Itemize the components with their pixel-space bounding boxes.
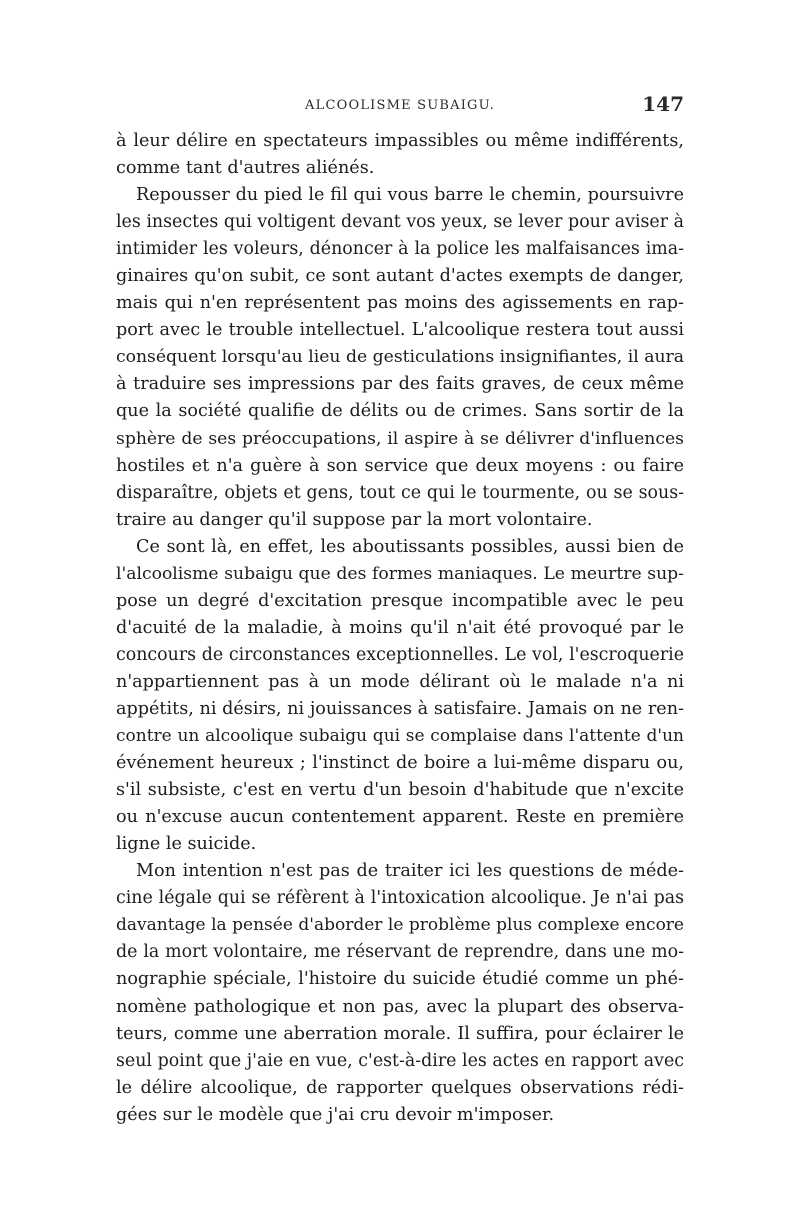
- text-line: événement heureux ; l'instinct de boire a lui-même disparu ou,: [116, 753, 684, 774]
- text-line: conséquent lorsqu'au lieu de gesticulations insignifiantes, il aura: [116, 347, 684, 368]
- text-line: ligne le suicide.: [116, 834, 257, 855]
- text-line: Ce sont là, en effet, les aboutissants possibles, aussi bien de: [136, 536, 684, 557]
- text-line: teurs, comme une aberration morale. Il suffira, pour éclairer le: [116, 1023, 684, 1044]
- paragraph: [116, 858, 684, 1128]
- text-line: nographie spéciale, l'histoire du suicide étudié comme un phé-: [116, 969, 684, 990]
- text-line: Repousser du pied le fil qui vous barre le chemin, poursuivre: [136, 185, 684, 206]
- text-line: traire au danger qu'il suppose par la mort volontaire.: [116, 509, 593, 530]
- paragraph: [116, 534, 684, 859]
- text-line: hostiles et n'a guère à son service que deux moyens : ou faire: [116, 455, 684, 476]
- text-line: le délire alcoolique, de rapporter quelques observations rédi-: [116, 1077, 684, 1098]
- body-text: [116, 128, 684, 1129]
- text-line: disparaître, objets et gens, tout ce qui le tourmente, ou se sous-: [116, 482, 684, 503]
- book-page: [116, 92, 684, 1129]
- running-head: [116, 92, 684, 120]
- text-line: Mon intention n'est pas de traiter ici les questions de méde-: [136, 861, 684, 882]
- text-line: seul point que j'aie en vue, c'est-à-dire les actes en rapport avec: [116, 1050, 684, 1071]
- text-line: appétits, ni désirs, ni jouissances à satisfaire. Jamais on ne ren-: [116, 698, 684, 719]
- text-line: n'appartiennent pas à un mode délirant où le malade n'a ni: [116, 671, 684, 692]
- text-line: nomène pathologique et non pas, avec la plupart des observa-: [116, 996, 684, 1017]
- text-line: sphère de ses préoccupations, il aspire à se délivrer d'influences: [116, 428, 684, 449]
- text-line: ginaires qu'on subit, ce sont autant d'actes exempts de danger,: [116, 266, 684, 287]
- text-line: ou n'excuse aucun contentement apparent. Reste en première: [116, 807, 684, 828]
- text-line: de la mort volontaire, me réservant de reprendre, dans une mo-: [116, 942, 684, 963]
- text-line: port avec le trouble intellectuel. L'alcoolique restera tout aussi: [116, 320, 684, 341]
- text-line: d'acuité de la maladie, à moins qu'il n'ait été provoqué par le: [116, 617, 684, 638]
- page-number: 147: [642, 92, 684, 116]
- text-line: contre un alcoolique subaigu qui se complaise dans l'attente d'un: [116, 726, 684, 747]
- text-line: s'il subsiste, c'est en vertu d'un besoin d'habitude que n'excite: [116, 780, 684, 801]
- text-line: mais qui n'en représentent pas moins des agissements en rap-: [116, 293, 684, 314]
- text-line: à traduire ses impressions par des faits graves, de ceux même: [116, 374, 684, 395]
- text-line: davantage la pensée d'aborder le problème plus complexe encore: [116, 915, 684, 936]
- text-line: pose un degré d'excitation presque incompatible avec le peu: [116, 590, 684, 611]
- text-line: l'alcoolisme subaigu que des formes maniaques. Le meurtre sup-: [116, 563, 684, 584]
- paragraph: [116, 128, 684, 182]
- text-line: comme tant d'autres aliénés.: [116, 158, 375, 179]
- text-line: concours de circonstances exceptionnelles. Le vol, l'escroquerie: [116, 644, 684, 665]
- running-title: ALCOOLISME SUBAIGU.: [305, 98, 495, 113]
- text-line: cine légale qui se réfèrent à l'intoxication alcoolique. Je n'ai pas: [116, 888, 684, 909]
- text-line: les insectes qui voltigent devant vos yeux, se lever pour aviser à: [116, 212, 684, 233]
- text-line: que la société qualifie de délits ou de crimes. Sans sortir de la: [116, 401, 684, 422]
- text-line: intimider les voleurs, dénoncer à la police les malfaisances ima-: [116, 239, 684, 260]
- text-line: à leur délire en spectateurs impassibles ou même indifférents,: [116, 131, 684, 151]
- paragraph: [116, 182, 684, 534]
- text-line: gées sur le modèle que j'ai cru devoir m'imposer.: [116, 1104, 555, 1125]
